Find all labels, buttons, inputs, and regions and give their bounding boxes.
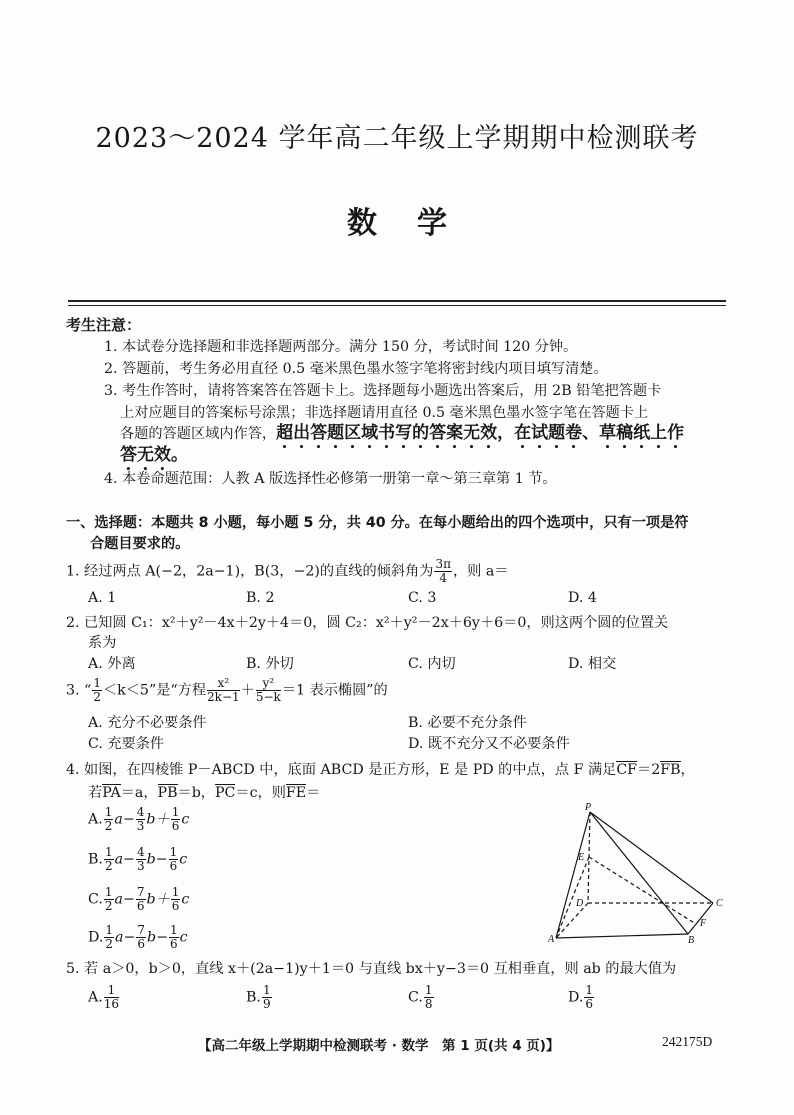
- q4-option-c: C. $\frac{1}{2}$ a− $\frac{7}{6}$ b＋ $\frac{1}{6}$ c: [88, 885, 190, 913]
- notice-warning-end: 答无效。: [120, 445, 188, 465]
- q3-option-a: A. 充分不必要条件: [88, 715, 207, 731]
- q5-stem: 5. 若 a＞0，b＞0，直线 x＋(2a−1)y＋1＝0 与直线 bx＋y−3＝0 互相垂直，则 ab 的最大值为: [66, 961, 677, 977]
- header-rule-thin: [68, 305, 726, 306]
- q2-stem: 2. 已知圆 C₁：x²＋y²－4x＋2y＋4＝0，圆 C₂：x²＋y²－2x＋6y＋6＝0，则这两个圆的位置关: [66, 615, 669, 631]
- q2-option-d: D. 相交: [568, 656, 617, 672]
- q3-option-b: B. 必要不充分条件: [408, 715, 527, 731]
- notice-line-2: 2. 答题前，考生务必用直径 0.5 毫米黑色墨水签字笔将密封线内项目填写清楚。: [104, 361, 608, 377]
- q4-option-a: A. $\frac{1}{2}$ a− $\frac{4}{3}$ b＋ $\frac{1}{6}$ c: [88, 805, 190, 833]
- exam-title: 2023～2024 学年高二年级上学期期中检测联考: [95, 123, 699, 154]
- q4-option-b: B. $\frac{1}{2}$ a− $\frac{4}{3}$ b− $\frac{1}{6}$ c: [88, 845, 188, 873]
- section-heading: 一、选择题：本题共 8 小题，每小题 5 分，共 40 分。在每小题给出的四个选项中，只有一项是符: [66, 515, 689, 531]
- q2-stem-cont: 系为: [88, 635, 117, 651]
- q5-option-c: C. $\frac{1}{8}$: [408, 983, 433, 1011]
- segment-ef: [589, 857, 696, 924]
- q2-option-a: A. 外离: [88, 656, 136, 672]
- section-heading-cont: 合题目要求的。: [90, 536, 190, 552]
- q1-stem: [66, 558, 509, 585]
- q4-option-d: D. $\frac{1}{2}$ a− $\frac{7}{6}$ b− $\frac{1}{6}$ c: [88, 923, 188, 951]
- label-d: D: [576, 898, 584, 909]
- label-p: P: [585, 802, 592, 813]
- q4-stem-2: 若PA＝a，PB＝b，PC＝c，则FE＝: [88, 785, 321, 801]
- label-a: A: [548, 934, 555, 945]
- label-c: C: [716, 898, 723, 909]
- notice-line-1: 1. 本试卷分选择题和非选择题两部分。满分 150 分，考试时间 120 分钟。: [104, 339, 578, 355]
- label-f: F: [700, 918, 707, 929]
- q5-option-a: A. $\frac{1}{16}$: [88, 983, 120, 1011]
- q3-frac-x: $\frac{\text{x²}}{2k-1}$: [207, 676, 240, 704]
- header-rule-thick: [68, 300, 726, 302]
- q3-stem: 3. “ $\frac{1}{2}$ ＜k＜5”是“方程 $\frac{\text{x²}}{2k-1}$ ＋ $\frac{\text{y²}}{5-k}$ ＝1 表示椭圆”的: [66, 676, 388, 704]
- q2-option-c: C. 内切: [408, 656, 456, 672]
- q3-frac-y: $\frac{\text{y²}}{5-k}$: [255, 676, 281, 704]
- notice-line-3c: [120, 418, 684, 453]
- q1-option-d: D. 4: [568, 590, 597, 606]
- q1-option-b: B. 2: [246, 590, 275, 606]
- notice-warning: 超出答题区域书写的答案无效，在试题卷、草稿纸上作: [276, 423, 685, 443]
- segment-ea: [556, 857, 589, 938]
- q1-fraction: $\frac{3\pi}{4}$: [435, 557, 451, 585]
- notice-line-3a: 3. 考生作答时，请将答案答在答题卡上。选择题每小题选出答案后，用 2B 铅笔把答题卡: [104, 383, 662, 399]
- q1-option-c: C. 3: [408, 590, 437, 606]
- q1-stem-a: 1. 经过两点 A(−2，2a−1)，B(3，−2)的直线的倾斜角为: [66, 563, 434, 580]
- subject-title: 数学: [347, 206, 487, 241]
- pyramid-figure: [548, 800, 738, 945]
- q1-stem-b: ，则 a＝: [452, 563, 509, 580]
- vector-fb: FB: [660, 762, 681, 778]
- q3-frac-half: $\frac{1}{2}$: [93, 676, 101, 704]
- q1-option-a: A. 1: [88, 590, 117, 606]
- q3-option-c: C. 充要条件: [88, 736, 165, 752]
- edge-ab: [556, 934, 688, 938]
- notice-line-3b: 上对应题目的答案标号涂黑；非选择题请用直径 0.5 毫米黑色墨水签字笔在答题卡上: [120, 405, 649, 421]
- vector-cf: CF: [616, 762, 638, 778]
- footer-text: 【高二年级上学期期中检测联考 · 数学 第 1 页(共 4 页)】: [198, 1038, 560, 1054]
- q4-stem: 4. 如图，在四棱锥 P－ABCD 中，底面 ABCD 是正方形，E 是 PD 的中点，点 F 满足CF＝2FB，: [66, 762, 695, 778]
- q2-option-b: B. 外切: [246, 656, 294, 672]
- q5-option-d: D. $\frac{1}{6}$: [568, 983, 594, 1011]
- notice-heading: 考生注意：: [66, 316, 142, 334]
- label-e: E: [578, 852, 585, 863]
- q5-option-b: B. $\frac{1}{9}$: [246, 983, 271, 1011]
- label-b: B: [688, 935, 695, 945]
- notice-line-4: 4. 本卷命题范围：人教 A 版选择性必修第一册第一章～第三章第 1 节。: [104, 471, 557, 487]
- footer-code: 242175D: [662, 1034, 713, 1049]
- q3-option-d: D. 既不充分又不必要条件: [408, 736, 570, 752]
- notice-line-3c-plain: 各题的答题区域内作答，: [120, 426, 277, 442]
